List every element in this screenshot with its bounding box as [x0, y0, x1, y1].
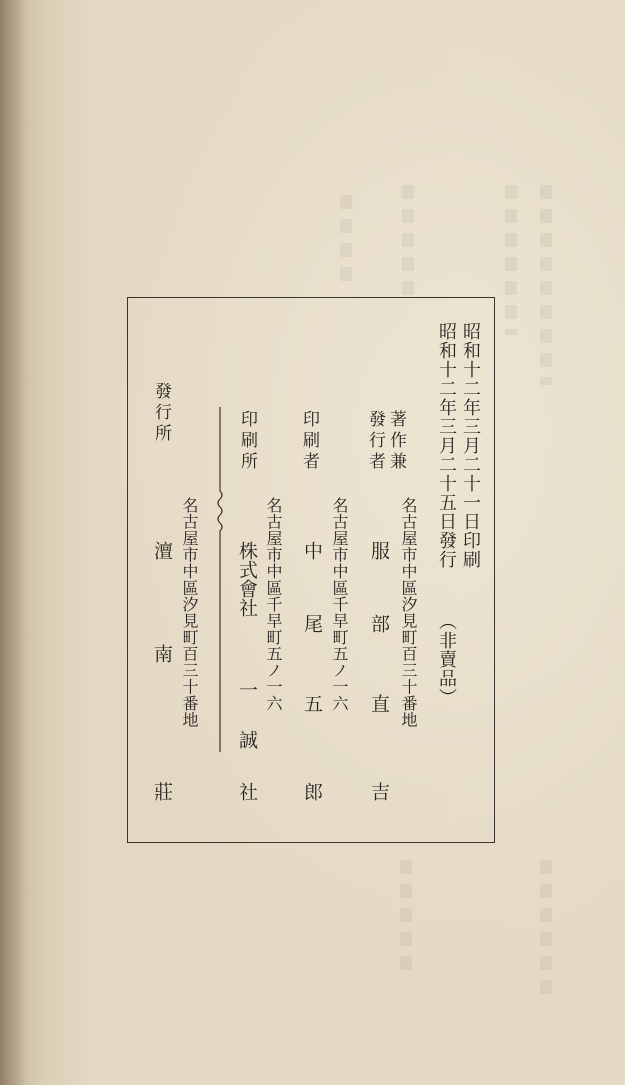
wavy-divider [214, 407, 226, 752]
bleed-through-text [402, 185, 414, 295]
publisher-name-char: 南 [151, 644, 173, 663]
book-gutter-shadow [0, 0, 26, 1085]
printing-house-label: 印刷所 [237, 410, 257, 473]
author-name-char: 直 [368, 694, 390, 713]
publish-date: 昭和十二年三月二十五日發行 [436, 322, 457, 569]
printing-house-address: 名古屋市中區千早町五ノ一六 [264, 497, 283, 712]
publisher-label: 發行所 [151, 382, 171, 445]
print-date: 昭和十二年三月二十一日印刷 [460, 322, 481, 569]
printing-house-name-char: 一 [236, 680, 258, 699]
printer-address: 名古屋市中區千早町五ノ一六 [330, 497, 349, 712]
bleed-through-text [540, 860, 552, 1000]
bleed-through-text [505, 185, 517, 335]
author-label-line2: 發行者 [365, 410, 385, 473]
bleed-through-text [400, 860, 412, 970]
printer-name-char: 尾 [301, 614, 323, 633]
publisher-name-char: 澶 [151, 541, 173, 560]
bleed-through-text [540, 185, 552, 385]
printer-name-char: 五 [301, 694, 323, 713]
printer-label: 印刷者 [299, 410, 319, 473]
bleed-through-text [340, 195, 352, 285]
printing-house-name-char: 社 [236, 782, 258, 801]
publisher-name-char: 莊 [151, 782, 173, 801]
author-name-char: 服 [368, 541, 390, 560]
author-label-line1: 著作兼 [386, 410, 406, 473]
printing-house-company-type: 株式會社 [236, 541, 258, 617]
author-address: 名古屋市中區汐見町百三十番地 [399, 497, 418, 728]
printer-name-char: 中 [301, 541, 323, 560]
printer-name-char: 郎 [301, 782, 323, 801]
not-for-sale-note: （非賣品） [436, 612, 457, 707]
printing-house-name-char: 誠 [236, 730, 258, 749]
publisher-address: 名古屋市中區汐見町百三十番地 [180, 497, 199, 728]
author-name-char: 吉 [368, 782, 390, 801]
author-name-char: 部 [368, 614, 390, 633]
